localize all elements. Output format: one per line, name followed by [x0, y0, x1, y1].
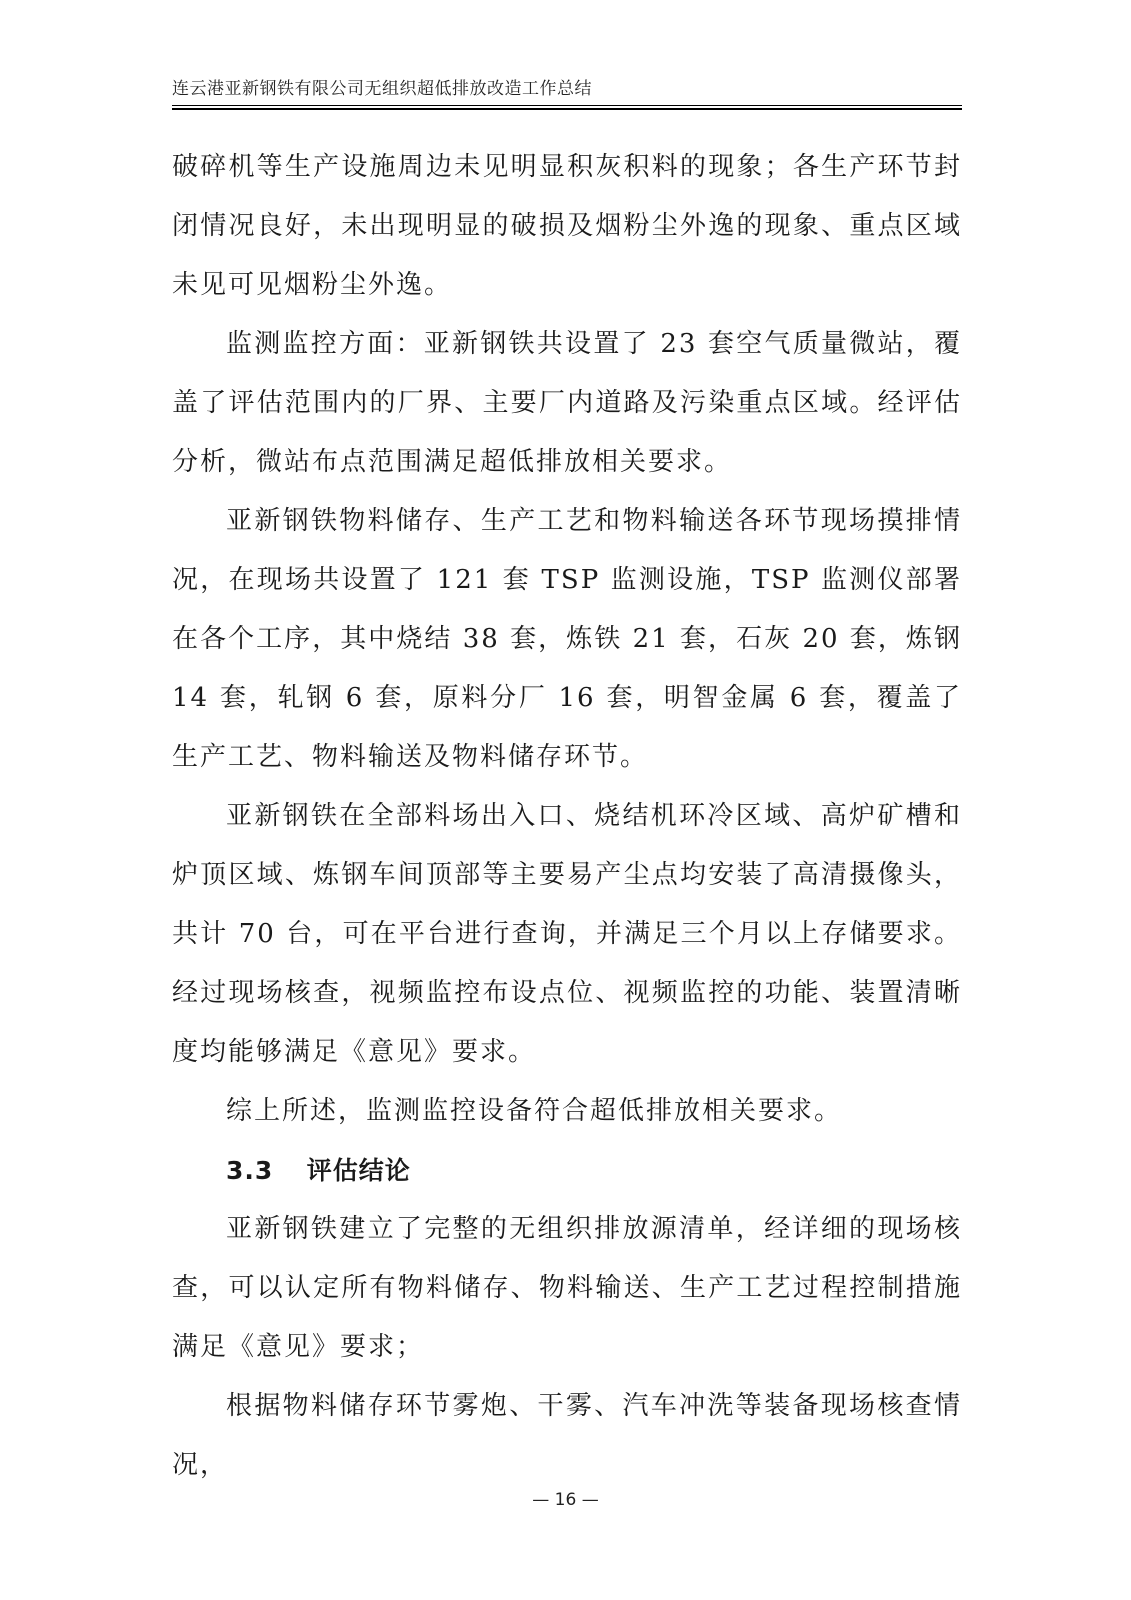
section-title: 评估结论: [306, 1156, 411, 1185]
document-body: [172, 138, 962, 1495]
header-divider-thick: [172, 108, 962, 110]
section-heading: [172, 1141, 962, 1200]
paragraph-continuation: 破碎机等生产设施周边未见明显积灰积料的现象；各生产环节封闭情况良好，未出现明显的破损及烟粉尘外逸的现象、重点区域未见可见烟粉尘外逸。: [172, 152, 962, 300]
paragraph-conclusion: 亚新钢铁建立了完整的无组织排放源清单，经详细的现场核查，可以认定所有物料储存、物料输送、生产工艺过程控制措施满足《意见》要求；: [172, 1214, 962, 1362]
document-title: 连云港亚新钢铁有限公司无组织超低排放改造工作总结: [172, 79, 592, 99]
header-divider-thin: [172, 105, 962, 106]
section-number: 3.3: [226, 1156, 274, 1185]
page-header: [172, 78, 962, 102]
paragraph-storage: 根据物料储存环节雾炮、干雾、汽车冲洗等装备现场核查情况，: [172, 1391, 962, 1480]
paragraph-cameras: 亚新钢铁在全部料场出入口、烧结机环冷区域、高炉矿槽和炉顶区域、炼钢车间顶部等主要易产尘点均安装了高清摄像头，共计 70 台，可在平台进行查询，并满足三个月以上存储要求。经过现场核查，视频监控布设点位、视频监控的功能、装置清晰度均能够满足《意见》要求。: [172, 801, 962, 1067]
paragraph-summary: 综上所述，监测监控设备符合超低排放相关要求。: [226, 1096, 843, 1126]
paragraph-monitoring: 监测监控方面：亚新钢铁共设置了 23 套空气质量微站，覆盖了评估范围内的厂界、主要厂内道路及污染重点区域。经评估分析，微站布点范围满足超低排放相关要求。: [172, 329, 962, 477]
paragraph-tsp: 亚新钢铁物料储存、生产工艺和物料输送各环节现场摸排情况，在现场共设置了 121 套 TSP 监测设施，TSP 监测仪部署在各个工序，其中烧结 38 套，炼铁 21 套，石灰 20 套，炼钢 14 套，轧钢 6 套，原料分厂 16 套，明智金属 6 套，覆盖了生产工艺、物料输送及物料储存环节。: [172, 506, 962, 772]
page-number: — 16 —: [532, 1490, 599, 1510]
